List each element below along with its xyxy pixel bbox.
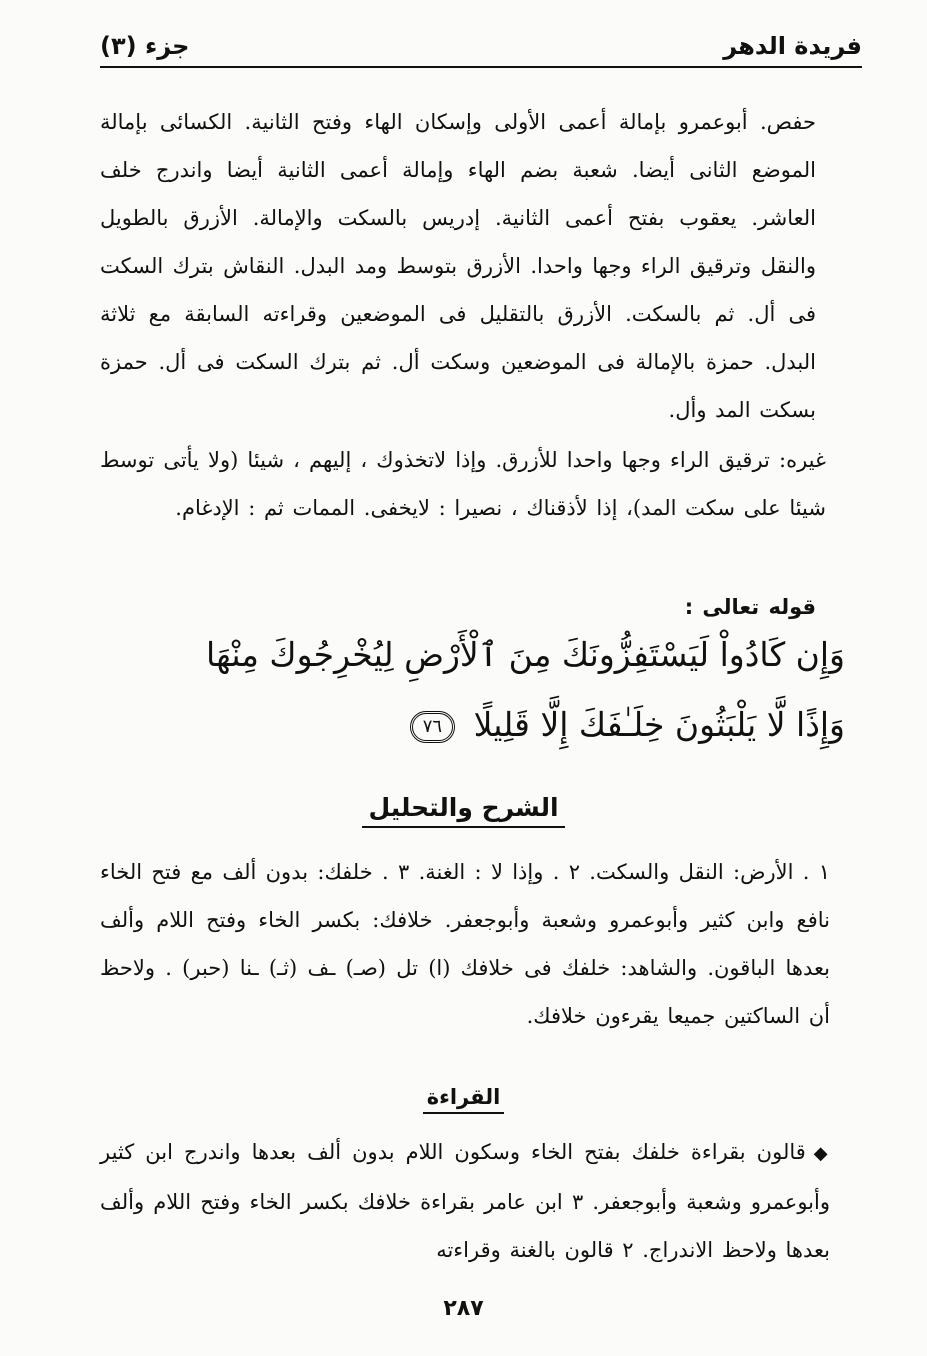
page-header [100, 22, 862, 66]
reading-paragraph [100, 1128, 830, 1274]
ayah-number-marker: ٧٦ [410, 711, 455, 743]
quote-label: قوله تعالى : [684, 595, 816, 619]
verse-line-1: وَإِن كَادُواْ لَيَسْتَفِزُّونَكَ مِنَ ٱلْأَرْضِ لِيُخْرِجُوكَ مِنْهَا [206, 635, 845, 674]
page-number: ٢٨٧ [443, 1296, 484, 1321]
section-title [0, 793, 927, 822]
part-number: جزء (٣) [100, 32, 190, 60]
reading-title-text: القراءة [423, 1085, 505, 1114]
verse-line-2 [100, 695, 845, 755]
others-paragraph: غيره: ترقيق الراء وجها واحدا للأزرق. وإذا لاتخذوك ، إليهم ، شيئا (ولا يأتى توسط شيئا على سكت المد)، إذا لأذقناك ، نصيرا : لايخفى. الممات ثم : الإدغام. [100, 448, 826, 520]
readings-paragraph: حفص. أبوعمرو بإمالة أعمى الأولى وإسكان الهاء وفتح الثانية. الكسائى بإمالة الموضع الثانى أيضا. شعبة بضم الهاء وإمالة أعمى الثانية أيضا واندرج خلف العاشر. يعقوب بفتح أعمى الثانية. إدريس بالسكت والإمالة. الأزرق بالطويل والنقل وترقيق الراء وجها واحدا. الأزرق بتوسط ومد البدل. النقاش بترك السكت فى أل. ثم بالسكت. الأزرق بالتقليل فى الموضعين وقراءته السابقة مع ثلاثة البدل. حمزة بالإمالة فى الموضعين وسكت أل. ثم بترك السكت فى أل. حمزة بسكت المد وأل. [100, 110, 816, 422]
section-title-text: الشرح والتحليل [362, 793, 564, 828]
book-title: فريدة الدهر [723, 32, 862, 60]
analysis-paragraph: ١ . الأرض: النقل والسكت. ٢ . وإذا لا : الغنة. ٣ . خلفك: بدون ألف مع فتح الخاء نافع وابن كثير وأبوعمرو وشعبة وأبوجعفر. خلافك: بكسر الخاء وفتح اللام وألف بعدها الباقون. والشاهد: خلفك فى خلافك (ا) تل (صـ) ـف (ثـ) ـنا (حبر) . ولاحظ أن الساكتين جميعا يقرءون خلافك. [100, 860, 830, 1028]
reading-title [0, 1085, 927, 1109]
verse-line-2-text: وَإِذًا لَّا يَلْبَثُونَ خِلَـٰفَكَ إِلَّا قَلِيلًا [473, 705, 845, 744]
diamond-bullet-icon: ◆ [813, 1143, 831, 1164]
header-rule [100, 66, 862, 68]
reading-text: قالون بقراءة خلفك بفتح الخاء وسكون اللام بدون ألف بعدها واندرج ابن كثير وأبوعمرو وشعبة وأبوجعفر. ٣ ابن عامر بقراءة خلافك بكسر الخاء وفتح اللام وألف بعدها ولاحظ الاندراج. ٢ قالون بالغنة وقراءته [100, 1140, 830, 1262]
